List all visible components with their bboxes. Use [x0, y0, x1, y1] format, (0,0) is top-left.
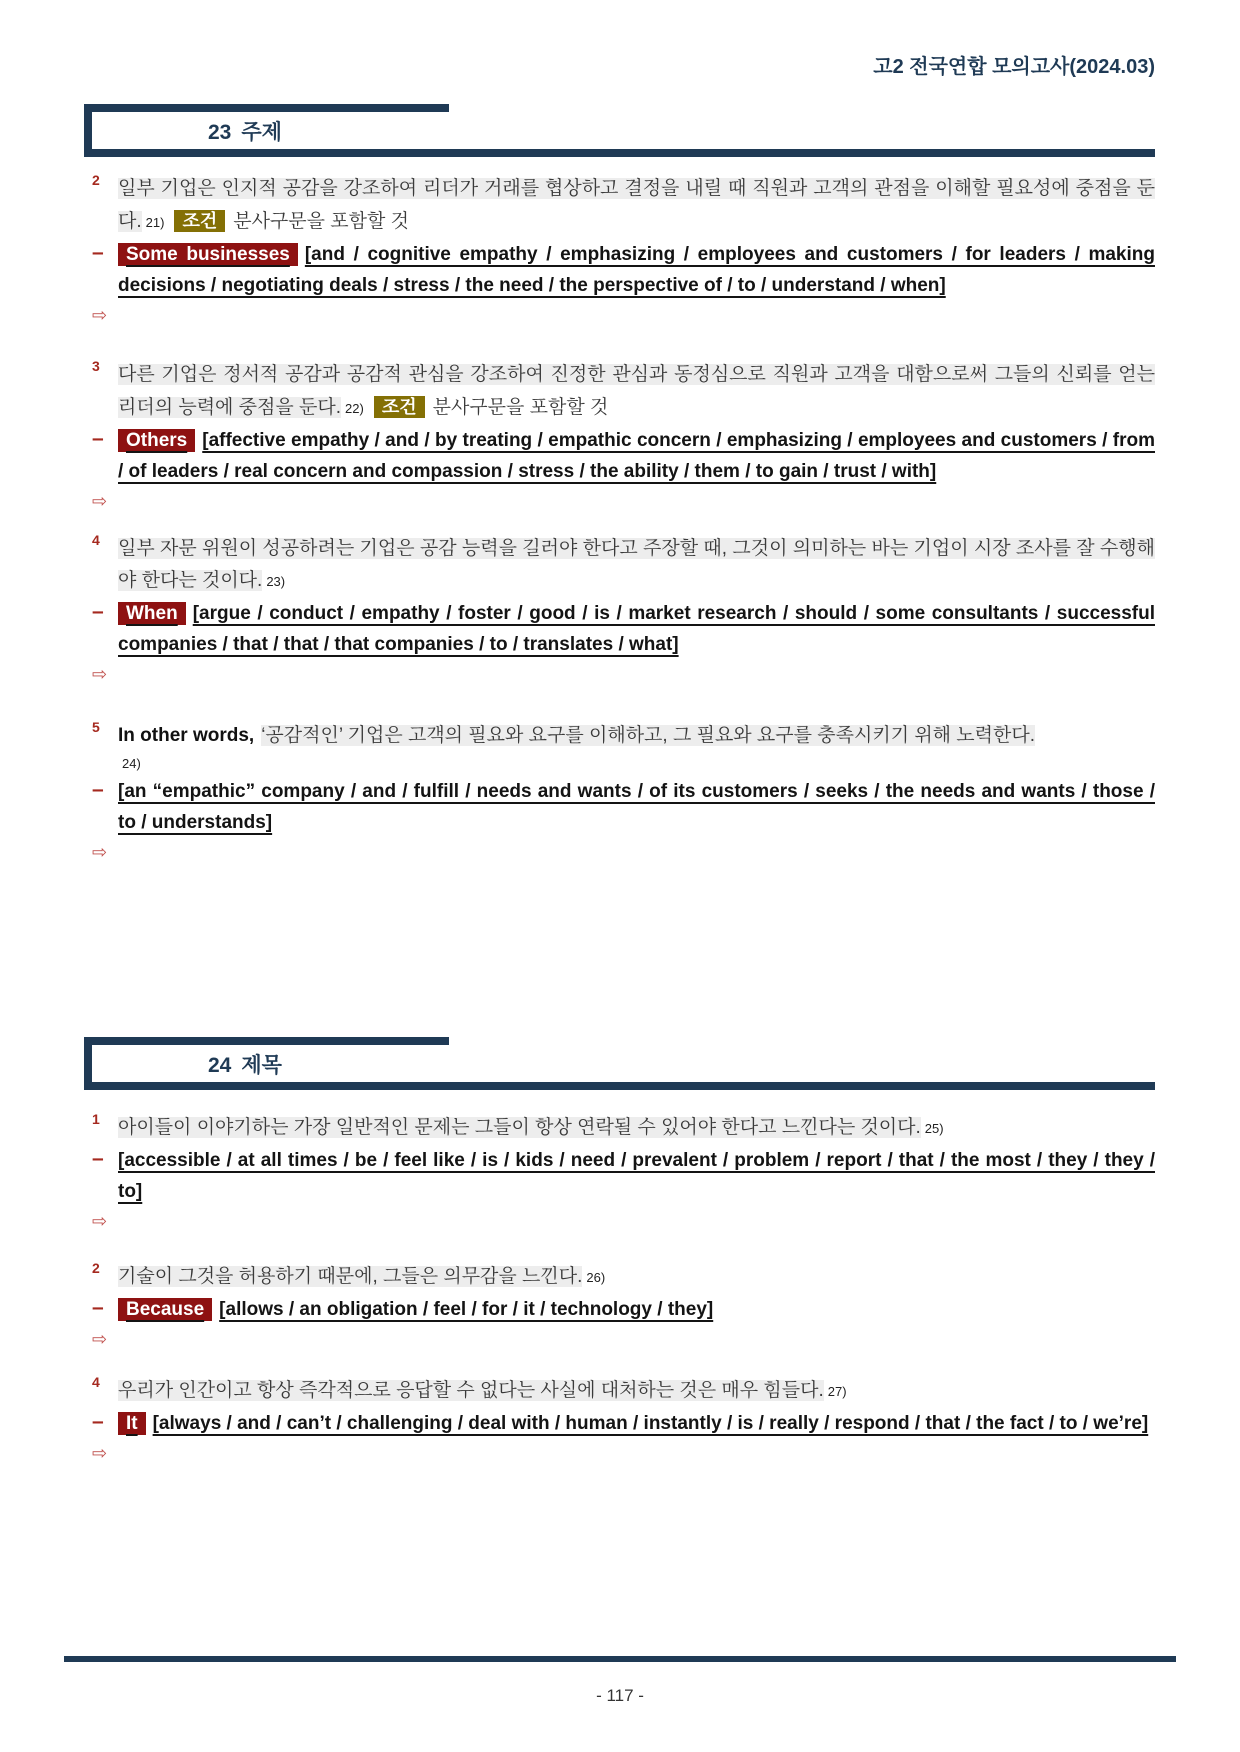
condition-badge: 조건 [174, 210, 225, 232]
item-number: 2 [92, 172, 100, 188]
footnote-number: 25) [924, 1121, 944, 1136]
bank-lead-word: Some businesses [118, 243, 298, 266]
word-bank [118, 430, 1155, 482]
korean-sentence [118, 533, 1155, 598]
korean-highlight: 기술이 그것을 허용하기 때문에, 그들은 의무감을 느낀다. [118, 1266, 583, 1287]
answer-arrow-icon: ⇨ [92, 1211, 108, 1231]
page-number: - 117 - [596, 1686, 644, 1705]
section-header-23 [84, 104, 1155, 157]
exercise-item-23-5 [84, 720, 1155, 870]
dash-marker: – [92, 600, 104, 623]
item-number: 2 [92, 1260, 100, 1276]
word-bank [118, 1299, 713, 1320]
dash-marker: – [92, 1296, 104, 1319]
word-bank-text: [accessible / at all times / be / feel like / is / kids / need / prevalent / problem / report / that / the most / they / they / to] [118, 1150, 1155, 1202]
word-bank-row [92, 425, 1155, 487]
footnote-number: 26) [586, 1270, 606, 1285]
answer-row [92, 662, 1155, 692]
exercise-item-23-2 [84, 173, 1155, 333]
section-number: 24 [208, 1053, 232, 1077]
section-label: 주제 [241, 120, 282, 144]
footnote-line [118, 752, 1155, 776]
answer-arrow-icon: ⇨ [92, 1443, 108, 1463]
section-box-bottom-bar [84, 1082, 1155, 1090]
bank-lead-word: When [118, 602, 186, 625]
word-bank [118, 603, 1155, 655]
answer-row [92, 489, 1155, 519]
exercise-item-23-3 [84, 359, 1155, 519]
exercise-item-23-4 [84, 533, 1155, 692]
word-bank [118, 244, 1155, 296]
korean-highlight: 다른 기업은 정서적 공감과 공감적 관심을 강조하여 진정한 관심과 동정심으로 직원과 고객을 대함으로써 그들의 신뢰를 얻는 리더의 능력에 중점을 둔다. [118, 364, 1155, 418]
section-title [208, 116, 282, 146]
word-bank-row [92, 239, 1155, 301]
word-bank-text: [an “empathic” company / and / fulfill / needs and wants / of its customers / seeks / the needs and wants / those / to / understands] [118, 781, 1155, 833]
section-label: 제목 [241, 1053, 282, 1077]
section-header-24 [84, 1037, 1155, 1090]
footnote-number: 24) [122, 756, 141, 771]
word-bank-row [92, 1408, 1155, 1439]
answer-row [92, 1441, 1155, 1471]
footnote-number: 23) [266, 574, 286, 589]
answer-arrow-icon: ⇨ [92, 305, 108, 325]
korean-highlight: ‘공감적인’ 기업은 고객의 필요와 요구를 이해하고, 그 필요와 요구를 충족시키기 위해 노력한다. [261, 725, 1036, 746]
dash-marker: – [92, 1147, 104, 1170]
section-title [208, 1049, 282, 1079]
bank-lead-word: Because [118, 1298, 212, 1321]
answer-arrow-icon: ⇨ [92, 664, 108, 684]
korean-highlight: 일부 기업은 인지적 공감을 강조하여 리더가 거래를 협상하고 결정을 내릴 때 직원과 고객의 관점을 이해할 필요성에 중점을 둔다. [118, 178, 1155, 232]
footnote-number: 21) [145, 215, 165, 230]
answer-row [92, 303, 1155, 333]
condition-text: 분사구문을 포함할 것 [432, 397, 609, 418]
korean-highlight: 아이들이 이야기하는 가장 일반적인 문제는 그들이 항상 연락될 수 있어야 한다고 느낀다는 것이다. [118, 1117, 921, 1138]
dash-marker: – [92, 778, 104, 801]
exercise-item-24-4 [84, 1375, 1155, 1471]
footnote-number: 27) [827, 1384, 847, 1399]
word-bank-row [92, 598, 1155, 660]
bank-lead-word: Others [118, 429, 195, 452]
answer-arrow-icon: ⇨ [92, 491, 108, 511]
word-bank-row [92, 1294, 1155, 1325]
condition-text: 분사구문을 포함할 것 [233, 211, 409, 232]
bank-lead-word: It [118, 1412, 146, 1435]
word-bank-text: [always / and / can’t / challenging / deal with / human / instantly / is / really / respond / that / the fact / to / we’re] [152, 1413, 1149, 1434]
section-box-body [84, 112, 1155, 149]
exercise-item-24-1 [84, 1112, 1155, 1239]
korean-sentence [118, 173, 1155, 239]
dash-marker: – [92, 241, 104, 264]
word-bank-text: [argue / conduct / empathy / foster / good / is / market research / should / some consultants / successful companies / that / that / that companies / to / translates / what] [118, 603, 1155, 655]
item-number: 1 [92, 1111, 100, 1127]
section-box-body [84, 1045, 1155, 1082]
english-lead-phrase: In other words, [118, 725, 255, 746]
word-bank-text: [allows / an obligation / feel / for / it / technology / they] [219, 1299, 714, 1320]
page-title: 고2 전국연합 모의고사(2024.03) [873, 56, 1155, 78]
korean-sentence [118, 720, 1155, 752]
exercise-item-24-2 [84, 1261, 1155, 1357]
item-number: 5 [92, 719, 100, 735]
word-bank [118, 781, 1155, 833]
word-bank [118, 1150, 1155, 1202]
dash-marker: – [92, 427, 104, 450]
item-number: 3 [92, 358, 100, 374]
word-bank-row [92, 776, 1155, 838]
word-bank-text: [affective empathy / and / by treating / empathic concern / emphasizing / employees and customers / from / of leaders / real concern and compassion / stress / the ability / them / to gain / trust / with] [118, 430, 1155, 482]
korean-sentence [118, 359, 1155, 425]
korean-sentence [118, 1375, 1155, 1408]
section-box-top-bar [84, 1037, 449, 1045]
footnote-number: 22) [345, 401, 364, 416]
word-bank [118, 1413, 1148, 1434]
section-number: 23 [208, 120, 232, 144]
answer-arrow-icon: ⇨ [92, 842, 108, 862]
answer-row [92, 1209, 1155, 1239]
korean-sentence [118, 1112, 1155, 1145]
answer-row [92, 840, 1155, 870]
korean-highlight: 일부 자문 위원이 성공하려는 기업은 공감 능력을 길러야 한다고 주장할 때, 그것이 의미하는 바는 기업이 시장 조사를 잘 수행해야 한다는 것이다. [118, 538, 1155, 591]
section-box-bottom-bar [84, 149, 1155, 157]
condition-badge: 조건 [374, 396, 425, 418]
section-box-top-bar [84, 104, 449, 112]
dash-marker: – [92, 1410, 104, 1433]
word-bank-text: [and / cognitive empathy / emphasizing / employees and customers / for leaders / making decisions / negotiating deals / stress / the need / the perspective of / to / understand / when] [118, 244, 1155, 296]
answer-arrow-icon: ⇨ [92, 1329, 108, 1349]
item-number: 4 [92, 532, 100, 548]
korean-highlight: 우리가 인간이고 항상 즉각적으로 응답할 수 없다는 사실에 대처하는 것은 매우 힘들다. [118, 1380, 824, 1401]
item-number: 4 [92, 1374, 100, 1390]
korean-sentence [118, 1261, 1155, 1294]
footer-divider [64, 1656, 1176, 1662]
answer-row [92, 1327, 1155, 1357]
word-bank-row [92, 1145, 1155, 1207]
